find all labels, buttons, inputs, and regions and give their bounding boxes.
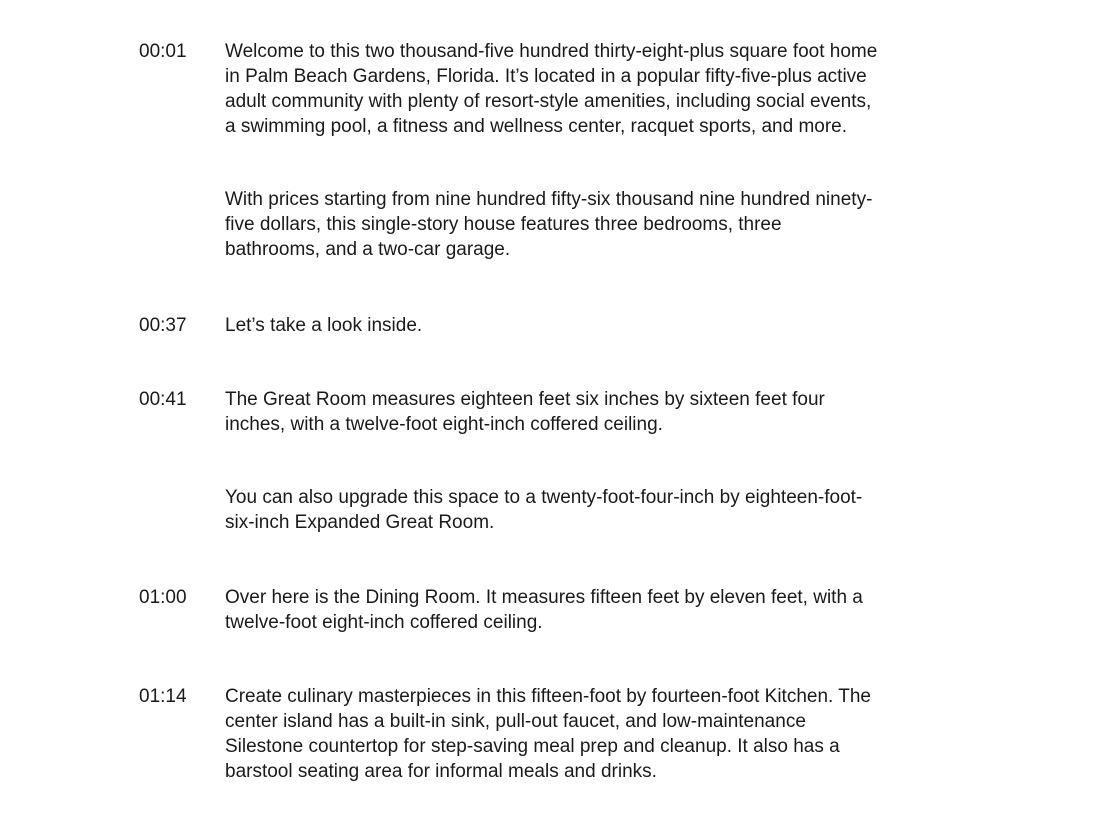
text-line: in Palm Beach Gardens, Florida. It’s located in a popular fifty-five-plus active xyxy=(225,66,867,87)
transcript-paragraph xyxy=(225,313,975,338)
transcript-paragraph xyxy=(225,387,975,437)
transcript-paragraph xyxy=(225,187,975,262)
text-line: twelve-foot eight-inch coffered ceiling. xyxy=(225,612,543,633)
transcript-paragraph xyxy=(225,39,975,139)
text-line: six-inch Expanded Great Room. xyxy=(225,512,495,533)
text-line: Over here is the Dining Room. It measures fifteen feet by eleven feet, with a xyxy=(225,587,863,608)
timestamp: 00:37 xyxy=(139,315,187,336)
text-line: center island has a built-in sink, pull-out faucet, and low-maintenance xyxy=(225,711,806,732)
text-line: bathrooms, and a two-car garage. xyxy=(225,239,511,260)
text-line: The Great Room measures eighteen feet six inches by sixteen feet four xyxy=(225,389,825,410)
text-line: adult community with plenty of resort-style amenities, including social events, xyxy=(225,91,872,112)
timestamp: 01:00 xyxy=(139,587,187,608)
transcript-paragraph xyxy=(225,684,975,784)
text-line: Silestone countertop for step-saving meal prep and cleanup. It also has a xyxy=(225,736,840,757)
transcript-paragraph xyxy=(225,485,975,535)
timestamp: 00:41 xyxy=(139,389,187,410)
text-line: five dollars, this single-story house features three bedrooms, three xyxy=(225,214,782,235)
text-line: inches, with a twelve-foot eight-inch coffered ceiling. xyxy=(225,414,663,435)
text-line: Create culinary masterpieces in this fifteen-foot by fourteen-foot Kitchen. The xyxy=(225,686,871,707)
timestamp: 00:01 xyxy=(139,41,187,62)
text-line: You can also upgrade this space to a twenty-foot-four-inch by eighteen-foot- xyxy=(225,487,863,508)
text-line: With prices starting from nine hundred fifty-six thousand nine hundred ninety- xyxy=(225,189,873,210)
text-line: barstool seating area for informal meals and drinks. xyxy=(225,761,657,782)
transcript-paragraph xyxy=(225,585,975,635)
text-line: Welcome to this two thousand-five hundred thirty-eight-plus square foot home xyxy=(225,41,878,62)
text-line: a swimming pool, a fitness and wellness center, racquet sports, and more. xyxy=(225,116,848,137)
timestamp: 01:14 xyxy=(139,686,187,707)
text-line: Let’s take a look inside. xyxy=(225,315,423,336)
